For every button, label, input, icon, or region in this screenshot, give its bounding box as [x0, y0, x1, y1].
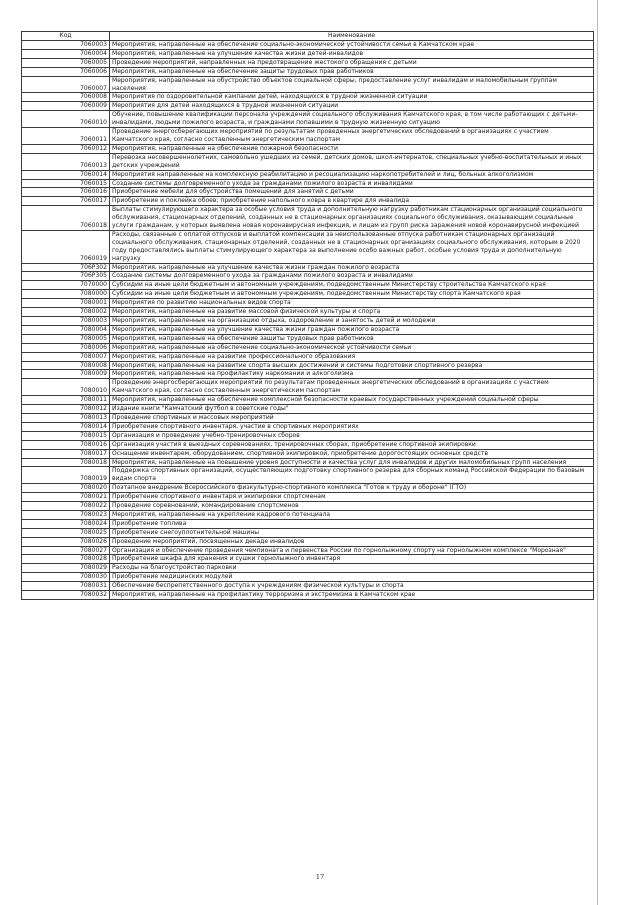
scan-artifact-line: [597, 0, 598, 905]
row-name: Организация и обеспечение проведения чемпионата и первенства России по горнолыжному спорту на горнолыжном комплексе "Морозная": [110, 546, 594, 555]
row-code: 7080017: [22, 449, 110, 458]
table-row: [22, 334, 594, 343]
table-row: [22, 272, 594, 281]
row-code: 7080004: [22, 325, 110, 334]
row-code: 7060005: [22, 58, 110, 67]
row-code: 7060013: [22, 153, 110, 170]
table-row: [22, 591, 594, 600]
row-name: Мероприятия направленные на комплексную реабилитацию и ресоциализацию наркопотребителей и лиц, больных алкоголизмом: [110, 170, 594, 179]
row-name: Субсидии на иные цели бюджетным и автономным учреждениям, подведомственным Министерству спорта Камчатского края: [110, 290, 594, 299]
table-row: [22, 546, 594, 555]
row-code: 706Р305: [22, 272, 110, 281]
table-row: [22, 352, 594, 361]
table-row: [22, 308, 594, 317]
row-name: Издание книги "Камчатский футбол в советские годы": [110, 405, 594, 414]
table-row: [22, 379, 594, 396]
row-name: Мероприятия для детей находящихся в трудной жизненной ситуации: [110, 102, 594, 111]
row-code: 7080007: [22, 352, 110, 361]
table-row: [22, 102, 594, 111]
table-row: [22, 170, 594, 179]
row-name: Приобретение мебели для обустройства помещений для занятий с детьми: [110, 188, 594, 197]
row-name: Приобретение топлива: [110, 519, 594, 528]
row-code: 7060004: [22, 49, 110, 58]
row-code: 7080011: [22, 396, 110, 405]
row-name: Выплаты стимулирующего характера за особые условия труда и дополнительную нагрузку работникам стационарных организаций социального обслуживания, стационарных отделений, созданных не в стационарных организациях социального обслуживания, оказывающим социальные услуги гражданам, у которых выявлена новая коронавирусная инфекция, и лицам из групп риска заражения новой коронавирусной инфекцией: [110, 206, 594, 231]
row-code: 7080008: [22, 361, 110, 370]
row-code: 706Р302: [22, 263, 110, 272]
table-row: [22, 510, 594, 519]
row-code: 7080015: [22, 431, 110, 440]
table-row: [22, 317, 594, 326]
row-name: Расходы на благоустройство парковки: [110, 564, 594, 573]
row-code: 7080010: [22, 379, 110, 396]
table-row: [22, 440, 594, 449]
table-row: [22, 564, 594, 573]
row-code: 7060019: [22, 230, 110, 263]
row-name: Мероприятия, направленные на развитие массовой физической культуры и спорта: [110, 308, 594, 317]
row-name: Перевозка несовершеннолетних, самовольно ушедших из семей, детских домов, школ-интернатов, специальных учебно-воспитательных и иных детских учреждений: [110, 153, 594, 170]
page-number: 17: [315, 873, 325, 881]
table-row: [22, 49, 594, 58]
table-row: [22, 449, 594, 458]
row-code: 7080000: [22, 290, 110, 299]
row-name: Мероприятия по развитию национальных видов спорта: [110, 299, 594, 308]
table-row: [22, 179, 594, 188]
table-row: [22, 370, 594, 379]
row-code: 7060012: [22, 144, 110, 153]
table-row: [22, 325, 594, 334]
table-row: [22, 230, 594, 263]
row-code: 7080024: [22, 519, 110, 528]
row-name: Организация участия в выездных соревнованиях, тренировочных сборах, приобретение спортивной экипировки: [110, 440, 594, 449]
table-row: [22, 573, 594, 582]
row-code: 7080027: [22, 546, 110, 555]
row-code: 7080026: [22, 537, 110, 546]
row-code: 7070000: [22, 281, 110, 290]
row-name: Приобретение медицинских модулей: [110, 573, 594, 582]
row-name: Проведение спортивных и массовых мероприятий: [110, 413, 594, 422]
row-name: Приобретение снегоуплотнительной машины: [110, 528, 594, 537]
table-row: [22, 582, 594, 591]
table-row: [22, 484, 594, 493]
row-name: Проведение энергосберегающих мероприятий по результатам проведенных энергетических обследований в организациях с участием Камчатского края, согласно составленным энергетическим паспортам: [110, 128, 594, 145]
row-name: Мероприятия, направленные на улучшение качества жизни граждан пожилого возраста: [110, 263, 594, 272]
row-name: Приобретение шкафа для хранения и сушки горнолыжного инвентаря: [110, 555, 594, 564]
row-code: 7080009: [22, 370, 110, 379]
table-row: [22, 153, 594, 170]
row-code: 7080022: [22, 502, 110, 511]
row-name: Проведение соревнований, командирование спортсменов: [110, 502, 594, 511]
table-row: [22, 299, 594, 308]
row-code: 7080023: [22, 510, 110, 519]
row-name: Мероприятия, направленные на обеспечение защиты трудовых прав работников: [110, 67, 594, 76]
table-row: [22, 555, 594, 564]
table-row: [22, 467, 594, 484]
row-name: Обучение, повышение квалификации персонала учреждений социального обслуживания Камчатского края, в том числе работающих с детьми-инвалидами, людьми пожилого возраста, и гражданами попавшими в трудную жизненную ситуацию: [110, 111, 594, 128]
row-code: 7080014: [22, 422, 110, 431]
table-row: [22, 431, 594, 440]
table-row: [22, 111, 594, 128]
row-name: Оснащение инвентарем, оборудованием, спортивной экипировкой, приобретение дорогостоящих основных средств: [110, 449, 594, 458]
row-code: 7080002: [22, 308, 110, 317]
row-name: Создание системы долговременного ухода за гражданами пожилого возраста и инвалидами: [110, 179, 594, 188]
table-row: [22, 67, 594, 76]
row-name: Создание системы долговременного ухода за гражданами пожилого возраста и инвалидами: [110, 272, 594, 281]
table-row: [22, 281, 594, 290]
table-row: [22, 413, 594, 422]
table-row: [22, 519, 594, 528]
budget-code-table: [21, 31, 594, 600]
row-name: Расходы, связанные с оплатой отпусков и выплатой компенсации за неиспользованные отпуска работникам стационарных организаций социального обслуживания, стационарных отделений, созданных не в стационарных организациях социального обслуживания, которым в 2020 году предоставлялись выплаты стимулирующего характера за выполнение особо важных работ, особые условия труда и дополнительную нагрузку: [110, 230, 594, 263]
table-row: [22, 405, 594, 414]
row-name: Мероприятия, направленные на профилактику наркомании и алкоголизма: [110, 370, 594, 379]
row-code: 7060017: [22, 197, 110, 206]
row-code: 7080013: [22, 413, 110, 422]
table-row: [22, 263, 594, 272]
table-row: [22, 188, 594, 197]
row-name: Обеспечение беспрепятственного доступа к учреждениям физической культуры и спорта: [110, 582, 594, 591]
row-code: 7080021: [22, 493, 110, 502]
row-name: Приобретение и поклейка обоев; приобретение напольного ковра в квартире для инвалида: [110, 197, 594, 206]
row-name: Мероприятия, направленные на профилактику терроризма и экстремизма в Камчатском крае: [110, 591, 594, 600]
row-name: Мероприятия, направленные на улучшение качества жизни граждан пожилого возраста: [110, 325, 594, 334]
row-code: 7080001: [22, 299, 110, 308]
row-code: 7080018: [22, 458, 110, 467]
row-name: Мероприятия, направленные на повышение уровня доступности и качества услуг для инвалидов и других маломобильных групп населения: [110, 458, 594, 467]
row-name: Поэтапное внедрение Всероссийского физкультурно-спортивного комплекса "Готов к труду и обороне" (ГТО): [110, 484, 594, 493]
row-code: 7060007: [22, 76, 110, 93]
row-code: 7080003: [22, 317, 110, 326]
row-code: 7080020: [22, 484, 110, 493]
table-row: [22, 290, 594, 299]
table-row: [22, 58, 594, 67]
row-name: Мероприятия, направленные на развитие спорта высших достижений и системы подготовки спортивного резерва: [110, 361, 594, 370]
table-row: [22, 41, 594, 50]
row-code: 7080025: [22, 528, 110, 537]
row-name: Мероприятия, направленные на обеспечение защиты трудовых прав работников: [110, 334, 594, 343]
table-row: [22, 502, 594, 511]
row-code: 7060016: [22, 188, 110, 197]
table-row: [22, 76, 594, 93]
table-row: [22, 128, 594, 145]
table-row: [22, 422, 594, 431]
row-code: 7060006: [22, 67, 110, 76]
row-name: Поддержка спортивных организаций, осуществляющих подготовку спортивного резерва для сборных команд Российской Федерации по базовым видам спорта: [110, 467, 594, 484]
row-code: 7060018: [22, 206, 110, 231]
row-code: 7080028: [22, 555, 110, 564]
row-name: Мероприятия, направленные на улучшение качества жизни детей-инвалидов: [110, 49, 594, 58]
table-row: [22, 206, 594, 231]
row-name: Проведение энергосберегающих мероприятий по результатам проведенных энергетических обследований в организациях с участием Камчатского края, согласно составленным энергетическим паспортам: [110, 379, 594, 396]
row-name: Проведение мероприятий, направленных на предотвращение жестокого обращения с детьми: [110, 58, 594, 67]
row-name: Мероприятия, направленные на организацию отдыха, оздоровление и занятость детей и молодежи: [110, 317, 594, 326]
row-code: 7080029: [22, 564, 110, 573]
row-code: 7080006: [22, 343, 110, 352]
row-code: 7060010: [22, 111, 110, 128]
table-row: [22, 493, 594, 502]
table-row: [22, 197, 594, 206]
table-row: [22, 528, 594, 537]
row-name: Приобретение спортивного инвентаря, участие в спортивных мероприятиях: [110, 422, 594, 431]
row-name: Мероприятия, направленные на обеспечение социально-экономической устойчивости семьи: [110, 343, 594, 352]
column-header-code: Код: [22, 32, 110, 41]
table-row: [22, 343, 594, 352]
table-row: [22, 93, 594, 102]
row-code: 7080031: [22, 582, 110, 591]
row-name: Субсидии на иные цели бюджетным и автономным учреждениям, подведомственным Министерству строительства Камчатского края: [110, 281, 594, 290]
row-code: 7080016: [22, 440, 110, 449]
table-header-row: [22, 32, 594, 41]
row-name: Мероприятия, направленные на обеспечение комплексной безопасности краевых государственных учреждений социальной сферы: [110, 396, 594, 405]
table-body: [22, 41, 594, 600]
row-name: Приобретение спортивного инвентаря и экипировки спортсменам: [110, 493, 594, 502]
row-code: 7080032: [22, 591, 110, 600]
row-name: Мероприятия по оздоровительной кампании детей, находящихся в трудной жизненной ситуации: [110, 93, 594, 102]
row-name: Мероприятия, направленные на развитие профессионального образования: [110, 352, 594, 361]
table-row: [22, 458, 594, 467]
table-row: [22, 537, 594, 546]
row-code: 7080019: [22, 467, 110, 484]
row-code: 7080005: [22, 334, 110, 343]
row-code: 7060008: [22, 93, 110, 102]
row-name: Мероприятия, направленные на обеспечение социально-экономической устойчивости семьи в Камчатском крае: [110, 41, 594, 50]
row-code: 7080012: [22, 405, 110, 414]
table-row: [22, 361, 594, 370]
column-header-name: Наименование: [110, 32, 594, 41]
table-row: [22, 144, 594, 153]
row-code: 7060015: [22, 179, 110, 188]
row-code: 7080030: [22, 573, 110, 582]
row-code: 7060011: [22, 128, 110, 145]
row-name: Организация и проведение учебно-тренировочных сборов: [110, 431, 594, 440]
row-code: 7060009: [22, 102, 110, 111]
row-name: Проведение мероприятий, посвященных декаде инвалидов: [110, 537, 594, 546]
row-code: 7060014: [22, 170, 110, 179]
row-name: Мероприятия, направленные на обеспечение пожарной безопасности: [110, 144, 594, 153]
row-name: Мероприятия, направленные на укрепление кадрового потенциала: [110, 510, 594, 519]
row-code: 7060003: [22, 41, 110, 50]
row-name: Мероприятия, направленные на обустройство объектов социальной сферы, предоставление услуг инвалидам и маломобильным группам населения: [110, 76, 594, 93]
table-row: [22, 396, 594, 405]
